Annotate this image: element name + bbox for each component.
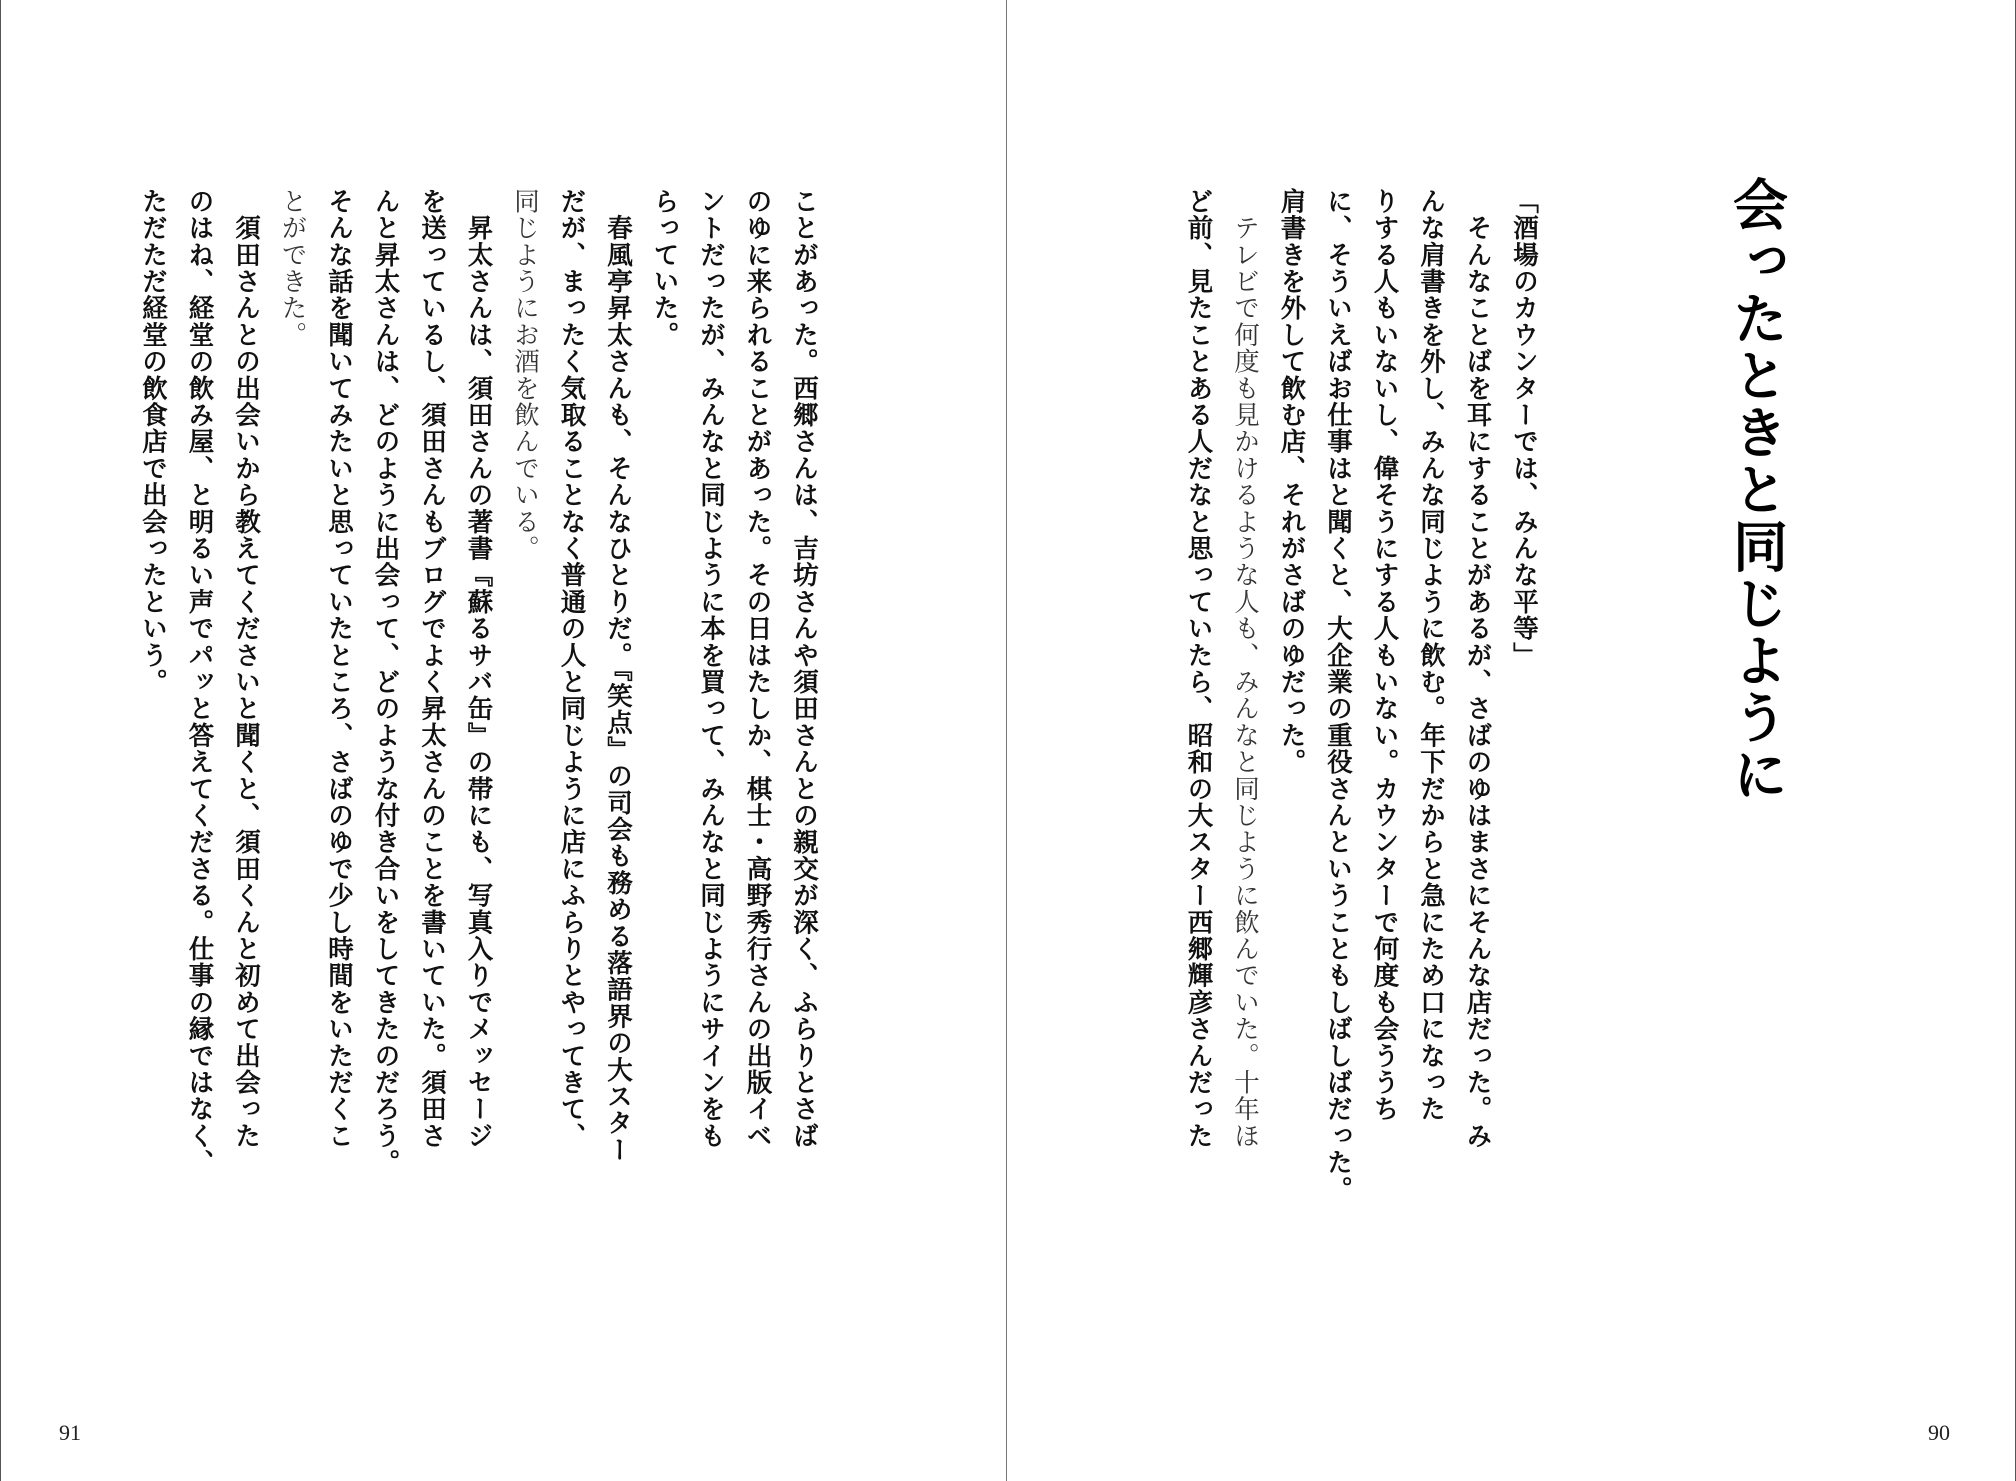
- left_page-text-line: ただただ経堂の飲食店で出会ったという。: [138, 188, 168, 696]
- left_page-text-line: を送っているし、須田さんもブログでよく昇太さんのことを書いていた。須田さ: [417, 188, 447, 1150]
- left_page-text-line: らっていた。: [649, 188, 680, 349]
- left-page: [0, 0, 1007, 1481]
- left_page-text-line: だが、まったく気取ることなく普通の人と同じように店にふらりとやってきて、: [556, 188, 587, 1150]
- right-page-number: 90: [1928, 1420, 1950, 1445]
- left_page-text-line: ことがあった。西郷さんは、吉坊さんや須田さんとの親交が深く、ふらりとさば: [789, 188, 819, 1150]
- chapter-heading: 会ったときと同じように: [1724, 176, 1788, 803]
- left_page-text-line: 同じようにお酒を飲んでいる。: [510, 188, 540, 562]
- right_page-text-line: ど前、見たことある人だなと思っていたら、昭和の大スター西郷輝彦さんだった: [1183, 188, 1214, 1150]
- right_page-text-line: 「酒場のカウンターでは、みんな平等」: [1509, 188, 1539, 669]
- left_page-text-line: 須田さんとの出会いから教えてくださいと聞くと、須田くんと初めて出会った: [231, 188, 261, 1150]
- left_page-text-line: 昇太さんは、須田さんの著書『蘇るサバ缶』の帯にも、写真入りでメッセージ: [463, 188, 494, 1150]
- right-page: [1008, 0, 2016, 1481]
- right_page-text-line: テレビで何度も見かけるような人も、みんなと同じように飲んでいた。十年ほ: [1230, 188, 1260, 1150]
- left_page-text-line: そんな話を聞いてみたいと思っていたところ、さばのゆで少し時間をいただくこ: [324, 188, 354, 1150]
- left-page-number: 91: [59, 1420, 81, 1445]
- right_page-text-line: 肩書きを外して飲む店、それがさばのゆだった。: [1276, 188, 1307, 776]
- left_page-text-line: とができた。: [277, 188, 308, 349]
- left_page-text-line: んと昇太さんは、どのように出会って、どのような付き合いをしてきたのだろう。: [370, 188, 401, 1176]
- left_page-text-line: のはね、経堂の飲み屋、と明るい声でパッと答えてくださる。仕事の縁ではなく、: [184, 188, 215, 1176]
- right_page-text-line: んな肩書きを外し、みんな同じように飲む。年下だからと急にため口になった: [1416, 188, 1446, 1123]
- right_page-text-line: そんなことばを耳にすることがあるが、さばのゆはまさにそんな店だった。み: [1462, 188, 1493, 1150]
- left_page-text-line: 春風亭昇太さんも、そんなひとりだ。『笑点』の司会も務める落語界の大スター: [603, 188, 633, 1164]
- left_page-text-line: ントだったが、みんなと同じように本を買って、みんなと同じようにサインをも: [696, 188, 726, 1150]
- left_page-text-line: のゆに来られることがあった。その日はたしか、棋士・高野秀行さんの出版イベ: [742, 188, 773, 1150]
- right_page-text-line: に、そういえばお仕事はと聞くと、大企業の重役さんということもしばしばだった。: [1323, 188, 1353, 1203]
- right_page-text-line: りする人もいないし、偉そうにする人もいない。カウンターで何度も会ううち: [1369, 188, 1400, 1123]
